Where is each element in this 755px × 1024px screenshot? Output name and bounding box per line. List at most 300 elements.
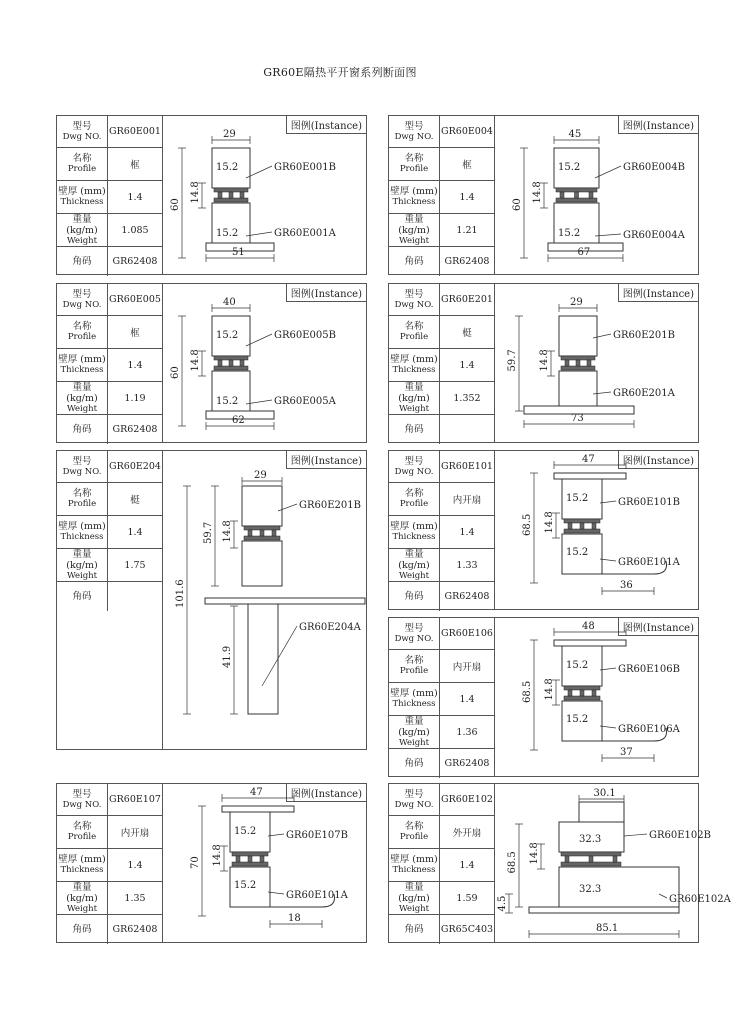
thermal-break (556, 188, 597, 192)
spec-label-en: Weight (398, 235, 430, 246)
weight-value: 1.33 (456, 559, 478, 571)
profile-lower (248, 604, 278, 714)
spec-label (57, 214, 108, 246)
spec-row (57, 284, 162, 316)
thermal-break (248, 856, 252, 862)
dwg-number: GR60E005 (109, 294, 161, 305)
spec-label-cn: 壁厚 (mm) (58, 186, 106, 197)
spec-label-en: Dwg NO. (62, 299, 102, 310)
profile-section-drawing (494, 116, 700, 276)
profile-section-drawing (494, 784, 731, 944)
spec-row (57, 415, 162, 444)
spec-label (389, 618, 440, 649)
profile-callout: GR60E004A (623, 230, 685, 241)
thermal-break (232, 852, 268, 856)
spec-row (57, 148, 162, 181)
spec-label-cn: 型号 (404, 288, 424, 300)
dimension-label: 37 (620, 747, 633, 758)
spec-label-en: Weight (66, 235, 98, 246)
spec-table (389, 116, 495, 274)
thermal-break (260, 856, 264, 862)
profile-flange (205, 598, 365, 604)
thermal-break (244, 526, 280, 530)
thermal-break (564, 519, 600, 523)
profile-callout: GR60E004B (623, 162, 685, 173)
spec-label-en: Dwg NO. (62, 466, 102, 477)
spec-row (389, 284, 494, 316)
leader-line (262, 626, 297, 686)
wall-thickness: 1.4 (459, 693, 475, 705)
profile-name: 框 (462, 160, 472, 171)
spec-label-cn: 名称 (404, 488, 424, 499)
spec-label (389, 915, 440, 944)
spec-label-en: Weight (66, 403, 98, 414)
thermal-break (248, 530, 252, 536)
spec-row (57, 483, 162, 516)
spec-row (57, 816, 162, 849)
thermal-break (232, 862, 268, 866)
leader-line (593, 392, 611, 394)
spec-row (389, 483, 494, 516)
thermal-break (560, 192, 564, 198)
spec-label-cn: 壁厚 (mm) (390, 688, 438, 699)
wall-thickness: 1.4 (459, 526, 475, 538)
profile-callout: GR60E204A (299, 622, 361, 633)
dimension-label: 101.6 (175, 579, 186, 608)
spec-row (389, 516, 494, 549)
profile-callout: GR60E201B (299, 500, 361, 511)
thermal-break (229, 360, 233, 366)
spec-label (389, 549, 440, 581)
dimension-label: 45 (568, 129, 582, 140)
dimension-label: 68.5 (522, 513, 533, 536)
dimension-label: 15.2 (566, 547, 589, 558)
dimension-label: 15.2 (566, 660, 589, 671)
profile-card (388, 283, 699, 443)
profile-callout: GR60E101A (618, 557, 680, 568)
dimension-label: 59.7 (507, 349, 518, 372)
profile-card (388, 617, 699, 777)
spec-label-en: Weight (66, 570, 98, 581)
dimension-label: 70 (190, 856, 201, 869)
spec-label-cn: 名称 (72, 488, 92, 499)
dimension-label: 32.3 (579, 884, 602, 895)
dwg-number: GR60E204 (109, 461, 161, 472)
spec-label-cn: 型号 (404, 622, 424, 634)
dimension-label: 15.2 (566, 714, 589, 725)
spec-row (57, 882, 162, 915)
dimension-label: 15.2 (216, 330, 239, 341)
spec-label-cn: 重量 (kg/m) (398, 548, 430, 571)
dimension-label: 60 (170, 366, 181, 379)
spec-label-cn: 名称 (404, 821, 424, 832)
wall-thickness: 1.4 (127, 191, 143, 203)
corner-code: GR62408 (112, 424, 158, 435)
thermal-break (229, 192, 233, 198)
dimension-label: 47 (582, 454, 595, 465)
dimension-label: 15.2 (234, 826, 257, 837)
spec-table (57, 784, 163, 942)
dimension-label: 18 (288, 913, 301, 924)
dwg-number: GR60E004 (441, 126, 493, 137)
spec-label (389, 415, 440, 444)
legend-label: 图例(Instance) (618, 618, 698, 636)
spec-label (389, 181, 440, 213)
spec-label-cn: 重量 (kg/m) (398, 881, 430, 904)
weight-value: 1.59 (456, 892, 478, 904)
legend-label: 图例(Instance) (618, 284, 698, 302)
dimension-label: 14.8 (544, 511, 555, 534)
thermal-break (214, 356, 248, 360)
thermal-break (240, 192, 244, 198)
spec-label-cn: 名称 (404, 655, 424, 666)
spec-label (389, 349, 440, 381)
spec-label (57, 349, 108, 381)
thermal-break (564, 529, 600, 533)
spec-label-cn: 角码 (404, 758, 424, 769)
profile-callout: GR60E102B (649, 830, 711, 841)
profile-lower (559, 867, 679, 907)
spec-label-cn: 壁厚 (mm) (58, 854, 106, 865)
spec-label (389, 451, 440, 482)
spec-label-cn: 重量 (kg/m) (398, 381, 430, 404)
thermal-break (236, 856, 240, 862)
spec-row (389, 549, 494, 582)
spec-label (57, 816, 108, 848)
weight-value: 1.352 (453, 392, 481, 404)
spec-label-en: Thickness (392, 865, 436, 875)
spec-row (57, 849, 162, 882)
spec-row (389, 650, 494, 683)
spec-row (389, 148, 494, 181)
dimension-label: 15.2 (216, 396, 239, 407)
profile-name: 内开扇 (452, 495, 482, 506)
profile-section-drawing (162, 784, 368, 944)
spec-label-en: Dwg NO. (394, 799, 434, 810)
thermal-break (244, 536, 280, 540)
profile-lower (559, 371, 597, 406)
dimension-label: 15.2 (216, 162, 239, 173)
profile-section-drawing (162, 284, 368, 444)
spec-row (389, 247, 494, 276)
spec-row (57, 582, 162, 611)
thermal-break (260, 530, 264, 536)
profile-section-drawing (494, 451, 700, 611)
thermal-break (589, 192, 593, 198)
spec-label-cn: 重量 (kg/m) (398, 715, 430, 738)
thermal-break (561, 366, 595, 370)
spec-label-cn: 型号 (404, 120, 424, 132)
spec-label-en: Weight (398, 403, 430, 414)
leader-line (278, 504, 297, 511)
dimension-label: 14.8 (532, 181, 543, 204)
spec-label-en: Thickness (60, 532, 104, 542)
profile-name: 内开扇 (120, 828, 150, 839)
spec-label (389, 882, 440, 914)
dimension-label: 41.9 (222, 645, 233, 668)
spec-label-cn: 角码 (404, 591, 424, 602)
dimension-label: 60 (512, 198, 523, 211)
thermal-break (576, 360, 580, 366)
profile-section-drawing (494, 618, 700, 778)
thermal-break (575, 192, 579, 198)
thermal-break (587, 360, 591, 366)
spec-label-en: Profile (67, 164, 97, 174)
legend-label: 图例(Instance) (286, 784, 366, 802)
spec-row (389, 716, 494, 749)
thermal-break (580, 690, 584, 696)
leader-line (659, 894, 667, 898)
spec-label-en: Profile (67, 499, 97, 509)
legend-label: 图例(Instance) (286, 284, 366, 302)
spec-label (57, 148, 108, 180)
spec-row (389, 116, 494, 148)
dimension-label: 85.1 (596, 923, 619, 934)
thermal-break (561, 852, 621, 856)
spec-label-cn: 型号 (72, 120, 92, 132)
spec-label-cn: 角码 (72, 424, 92, 435)
spec-label-en: Dwg NO. (62, 799, 102, 810)
spec-label-cn: 壁厚 (mm) (390, 854, 438, 865)
thermal-break (564, 696, 600, 700)
dimension-label: 14.8 (212, 844, 223, 867)
spec-label-en: Thickness (60, 197, 104, 207)
spec-label-cn: 壁厚 (mm) (390, 354, 438, 365)
corner-code: GR62408 (444, 256, 490, 267)
thermal-break (214, 188, 248, 192)
corner-code (440, 415, 494, 444)
spec-label-en: Dwg NO. (62, 131, 102, 142)
profile-name: 框 (130, 328, 140, 339)
corner-code: GR62408 (444, 591, 490, 602)
dimension-label: 73 (571, 413, 584, 424)
profile-callout: GR60E001B (274, 162, 336, 173)
spec-label-en: Dwg NO. (394, 131, 434, 142)
dwg-number: GR60E107 (109, 794, 161, 805)
spec-label-cn: 名称 (404, 321, 424, 332)
spec-label (57, 882, 108, 914)
profile-middle (242, 541, 282, 586)
spec-label (57, 549, 108, 581)
spec-label-en: Weight (398, 570, 430, 581)
spec-label-cn: 重量 (kg/m) (66, 881, 98, 904)
spec-label (389, 116, 440, 147)
profile-callout: GR60E101A (286, 890, 348, 901)
spec-row (389, 915, 494, 944)
dimension-label: 36 (620, 580, 633, 591)
spec-label-cn: 角码 (72, 591, 92, 602)
spec-label-en: Dwg NO. (394, 466, 434, 477)
spec-label-cn: 型号 (72, 788, 92, 800)
profile-section-drawing (162, 116, 368, 276)
profile-card (388, 783, 731, 943)
spec-row (57, 116, 162, 148)
spec-label-cn: 角码 (72, 256, 92, 267)
dimension-label: 4.5 (497, 895, 508, 912)
spec-label-cn: 名称 (404, 153, 424, 164)
thermal-break (565, 360, 569, 366)
dwg-number: GR60E101 (441, 461, 493, 472)
profile-section-drawing (494, 284, 700, 444)
spec-label (389, 849, 440, 881)
wall-thickness: 1.4 (127, 359, 143, 371)
thermal-break (564, 686, 600, 690)
thermal-break (561, 862, 621, 866)
dimension-label: 62 (232, 415, 245, 426)
spec-label (389, 284, 440, 315)
spec-label (57, 784, 108, 815)
spec-label-en: Thickness (392, 532, 436, 542)
spec-label (57, 382, 108, 414)
spec-row (57, 181, 162, 214)
profile-name: 梃 (462, 328, 472, 339)
thermal-break (592, 690, 596, 696)
spec-label-en: Thickness (392, 365, 436, 375)
spec-row (389, 816, 494, 849)
profile-name: 外开扇 (452, 828, 482, 839)
weight-value: 1.085 (121, 224, 149, 236)
corner-code: GR62408 (112, 924, 158, 935)
wall-thickness: 1.4 (127, 859, 143, 871)
profile-card (56, 115, 367, 275)
corner-code: GR65C403 (440, 924, 494, 935)
dimension-label: 15.2 (558, 228, 581, 239)
thermal-break (240, 360, 244, 366)
leader-line (593, 334, 611, 338)
spec-label (57, 316, 108, 348)
profile-sash-top (554, 640, 626, 646)
dimension-label: 60 (170, 198, 181, 211)
dimension-label: 29 (223, 129, 236, 140)
spec-label (57, 247, 108, 276)
dimension-label: 15.2 (216, 228, 239, 239)
spec-label-en: Dwg NO. (394, 633, 434, 644)
dimension-label: 59.7 (203, 521, 214, 544)
profile-callout: GR60E005B (274, 330, 336, 341)
spec-row (389, 618, 494, 650)
spec-label-cn: 型号 (72, 288, 92, 300)
spec-label (389, 749, 440, 778)
dimension-label: 14.8 (190, 181, 201, 204)
spec-label (389, 382, 440, 414)
weight-value: 1.35 (124, 892, 146, 904)
wall-thickness: 1.4 (459, 859, 475, 871)
spec-row (389, 882, 494, 915)
spec-label (57, 849, 108, 881)
profile-card (388, 450, 699, 610)
thermal-break (556, 198, 597, 202)
thermal-break (561, 356, 595, 360)
spec-label (389, 516, 440, 548)
spec-label (57, 483, 108, 515)
spec-label (57, 516, 108, 548)
dimension-label: 68.5 (522, 680, 533, 703)
spec-label (389, 316, 440, 348)
spec-label-en: Profile (399, 164, 429, 174)
spec-row (57, 549, 162, 582)
corner-code: GR62408 (112, 256, 158, 267)
dimension-label: 14.8 (222, 520, 233, 543)
spec-label (57, 582, 108, 611)
thermal-break (613, 856, 617, 862)
dimension-label: 29 (570, 297, 583, 308)
spec-label-cn: 重量 (kg/m) (398, 213, 430, 236)
legend-label: 图例(Instance) (286, 116, 366, 134)
dimension-label: 48 (582, 621, 595, 632)
spec-label (57, 915, 108, 944)
profile-callout: GR60E101B (618, 497, 680, 508)
spec-table (57, 116, 163, 274)
spec-label (389, 784, 440, 815)
corner-code (108, 582, 162, 611)
spec-label (57, 284, 108, 315)
spec-label (57, 116, 108, 147)
spec-row (57, 349, 162, 382)
spec-label-cn: 型号 (72, 455, 92, 467)
profile-sash-top (222, 806, 294, 812)
dimension-label: 14.8 (544, 678, 555, 701)
thermal-break (592, 523, 596, 529)
profile-callout: GR60E102A (669, 894, 731, 905)
profile-callout: GR60E001A (274, 228, 336, 239)
spec-row (389, 749, 494, 778)
weight-value: 1.36 (456, 726, 478, 738)
dimension-label: 67 (577, 247, 591, 258)
spec-label-en: Profile (399, 332, 429, 342)
spec-label-cn: 重量 (kg/m) (66, 548, 98, 571)
spec-label (57, 181, 108, 213)
dimension-label: 15.2 (566, 493, 589, 504)
spec-table (389, 284, 495, 442)
spec-row (389, 784, 494, 816)
dimension-label: 32.3 (579, 834, 602, 845)
spec-label-cn: 名称 (72, 153, 92, 164)
profile-upper (559, 316, 597, 356)
leader-line (624, 834, 647, 836)
spec-row (389, 349, 494, 382)
spec-row (389, 415, 494, 444)
spec-row (57, 382, 162, 415)
spec-label (389, 683, 440, 715)
dimension-label: 29 (254, 470, 267, 481)
profile-upper (579, 802, 624, 822)
spec-label-cn: 壁厚 (mm) (58, 521, 106, 532)
wall-thickness: 1.4 (459, 191, 475, 203)
spec-label-cn: 角码 (404, 424, 424, 435)
profile-name: 框 (130, 160, 140, 171)
profile-sash-top (554, 473, 626, 479)
profile-callout: GR60E107B (286, 830, 348, 841)
spec-label-cn: 重量 (kg/m) (66, 381, 98, 404)
profile-name: 梃 (130, 495, 140, 506)
spec-label (389, 582, 440, 611)
spec-label (389, 148, 440, 180)
legend-label: 图例(Instance) (286, 451, 366, 469)
dimension-label: 14.8 (539, 349, 550, 372)
spec-row (57, 915, 162, 944)
spec-row (389, 683, 494, 716)
spec-label-en: Profile (399, 499, 429, 509)
spec-label-en: Profile (399, 666, 429, 676)
spec-label-en: Thickness (392, 197, 436, 207)
thermal-break (272, 530, 276, 536)
spec-row (389, 382, 494, 415)
spec-label (57, 451, 108, 482)
spec-label (389, 214, 440, 246)
spec-label-cn: 壁厚 (mm) (390, 521, 438, 532)
spec-row (389, 316, 494, 349)
dimension-label: 47 (250, 787, 263, 798)
